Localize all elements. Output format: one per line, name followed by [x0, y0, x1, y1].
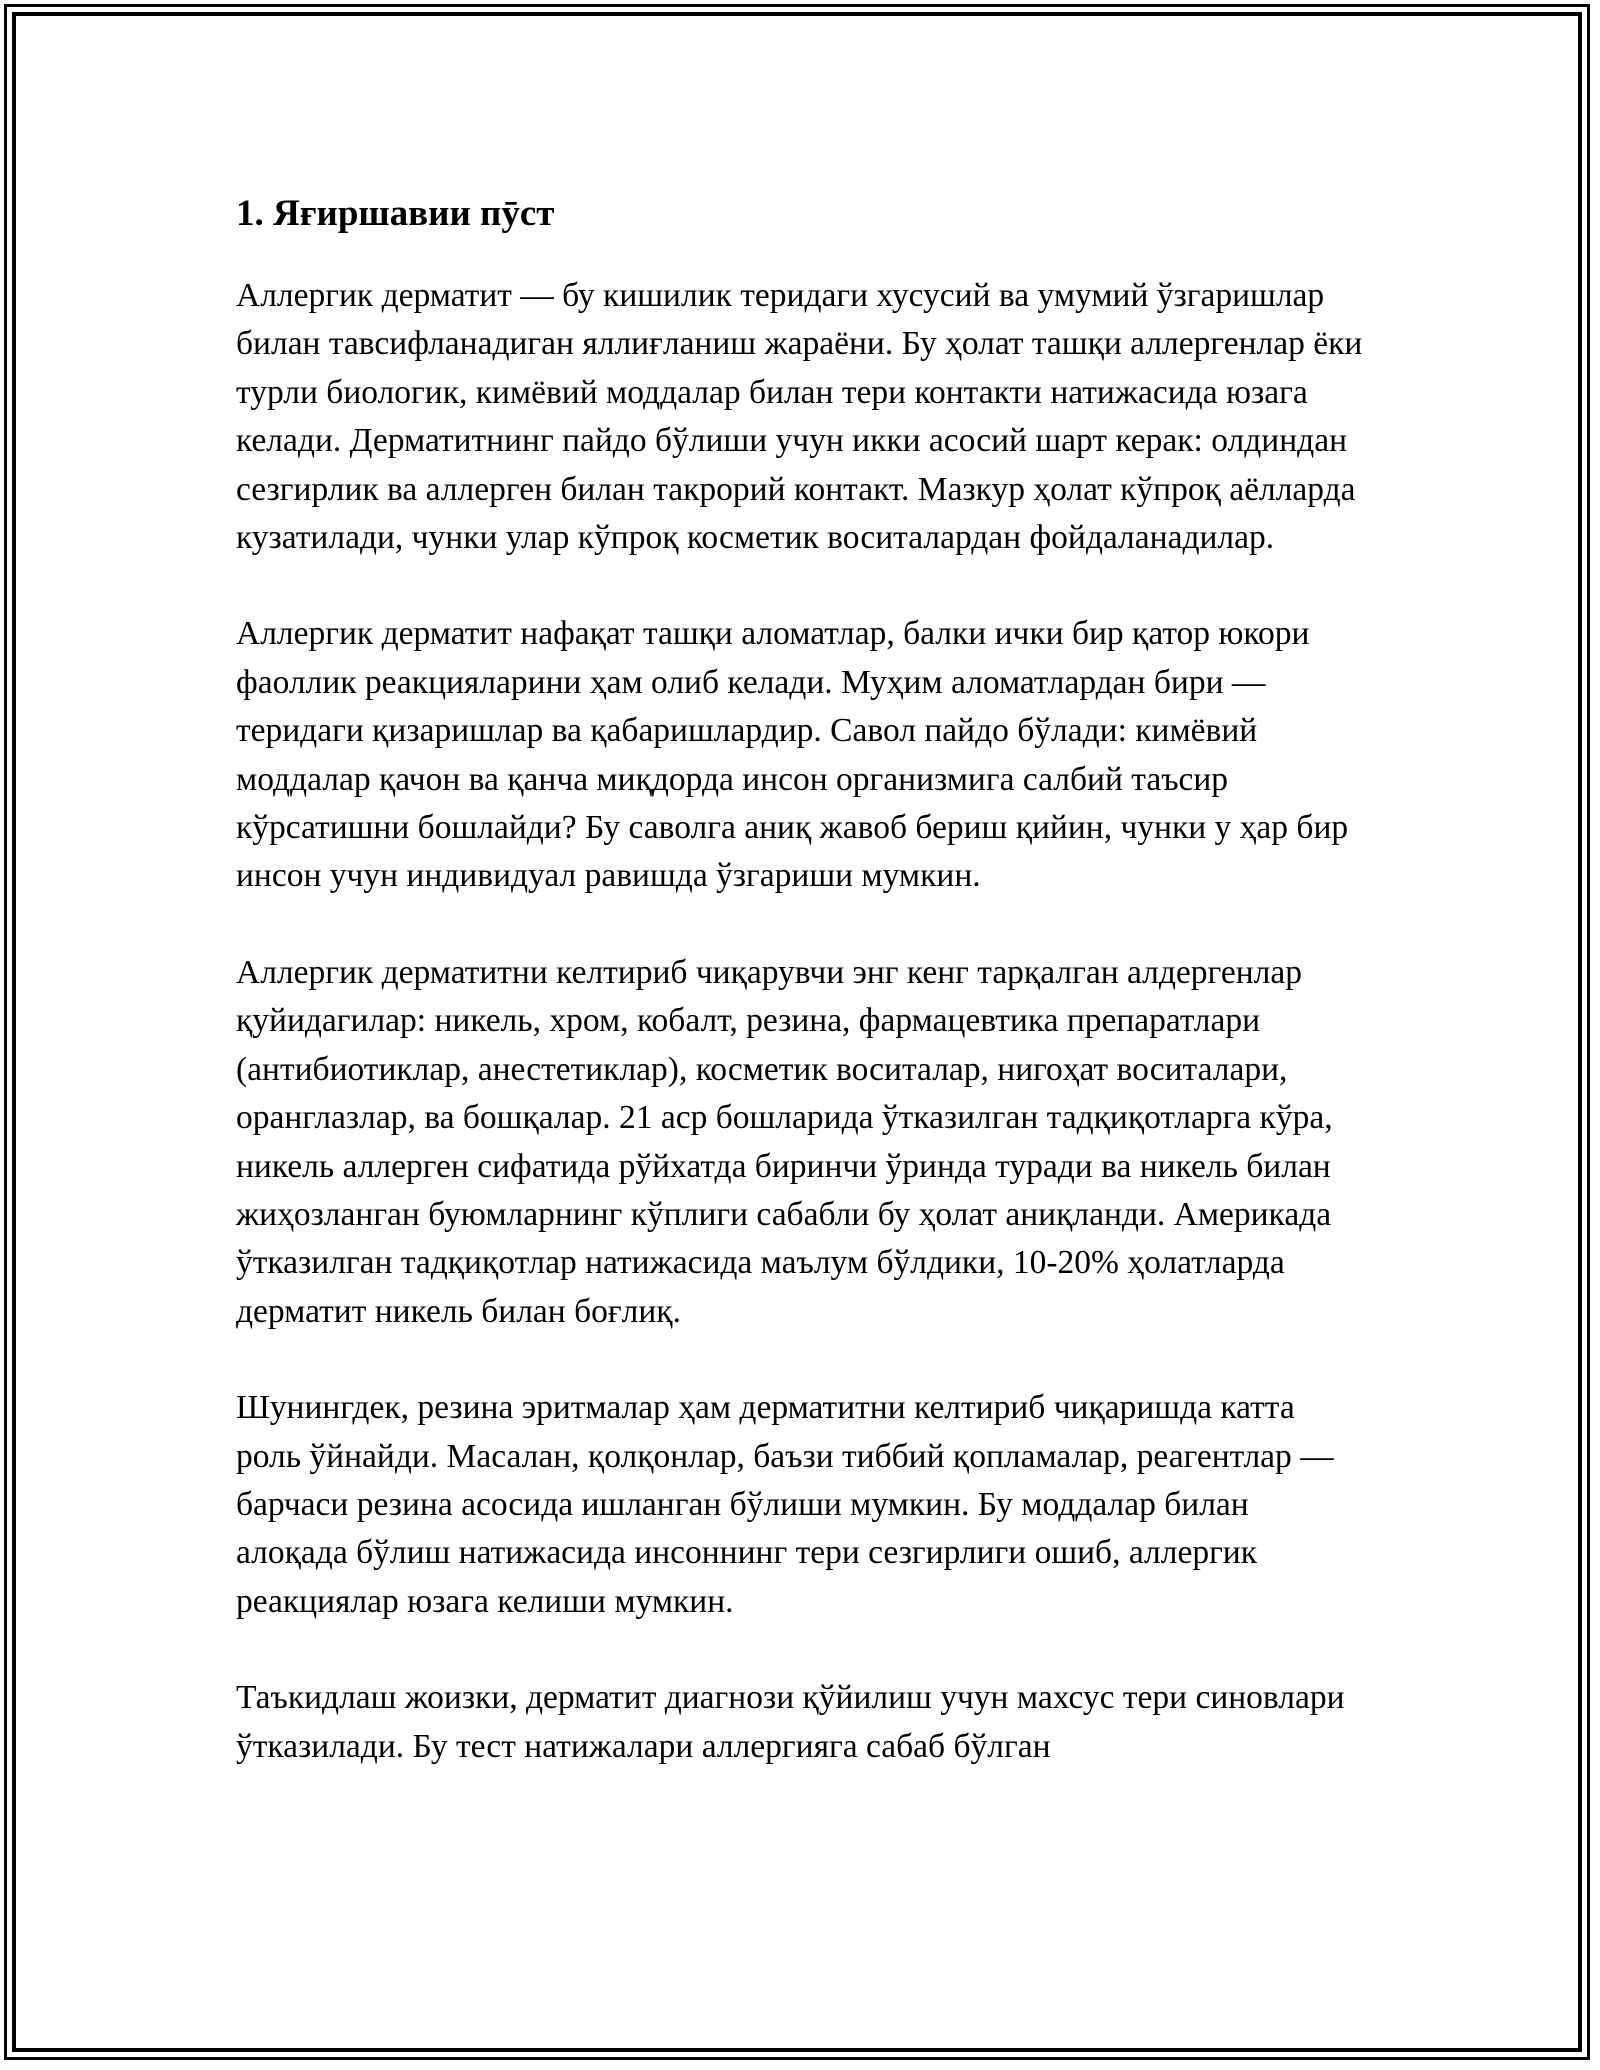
paragraph-5: Таъкидлаш жоизки, дерматит диагнози қўйилиш учун махсус тери синовлари ўтказилади. Бу тест натижалари аллергияга сабаб бўлган [236, 1679, 1345, 1765]
section-heading: 1. Яғиршавии пӯст [236, 193, 555, 234]
paragraph-1: Аллергик дерматит — бу кишилик теридаги хусусий ва умумий ўзгаришлар билан тавсифланадиган яллиғланиш жараёни. Бу ҳолат ташқи аллергенлар ёки турли биологик, кимёвий моддалар билан тери контакти натижасида юзага келади. Дерматитнинг пайдо бўлиши учун икки асосий шарт керак: олдиндан сезгирлик ва аллерген билан такрорий контакт. Мазкур ҳолат кўпроқ аёлларда кузатилади, чунки улар кўпроқ косметик воситалардан фойдаланадилар. [236, 277, 1363, 557]
paragraph-4: Шунингдек, резина эритмалар ҳам дерматитни келтириб чиқаришда катта роль ўйнайди. Масалан, қолқонлар, баъзи тиббий қопламалар, реагентлар — барчаси резина асосида ишланган бўлиши мумкин. Бу моддалар билан алоқада бўлиш натижасида инсоннинг тери сезгирлиги ошиб, аллергик реакциялар юзага келиши мумкин. [236, 1389, 1334, 1620]
paragraph-3: Аллергик дерматитни келтириб чиқарувчи энг кенг тарқалган алдергенлар қуйидагилар: никель, хром, кобалт, резина, фармацевтика препаратлари (антибиотиклар, анестетиклар), косметик воситалар, нигоҳат воситалари, оранглазлар, ва бошқалар. 21 аср бошларида ўтказилган тадқиқотларга кўра, никель аллерген сифатида рўйхатда биринчи ўринда туради ва никель билан жиҳозланган буюмларнинг кўплиги сабабли бу ҳолат аниқланди. Америкада ўтказилган тадқиқотлар натижасида маълум бўлдики, 10-20% ҳолатларда дерматит никель билан боғлиқ. [236, 953, 1333, 1330]
document-body [236, 186, 1366, 1819]
paragraph-2: Аллергик дерматит нафақат ташқи аломатлар, балки ички бир қатор юкори фаоллик реакцияларини ҳам олиб келади. Муҳим аломатлардан бири — теридаги қизаришлар ва қабаришлардир. Савол пайдо бўлади: кимёвий моддалар қачон ва қанча миқдорда инсон организмига салбий таъсир кўрсатишни бошлайди? Бу саволга аниқ жавоб бериш қийин, чунки у ҳар бир инсон учун индивидуал равишда ўзгариши мумкин. [236, 615, 1349, 895]
